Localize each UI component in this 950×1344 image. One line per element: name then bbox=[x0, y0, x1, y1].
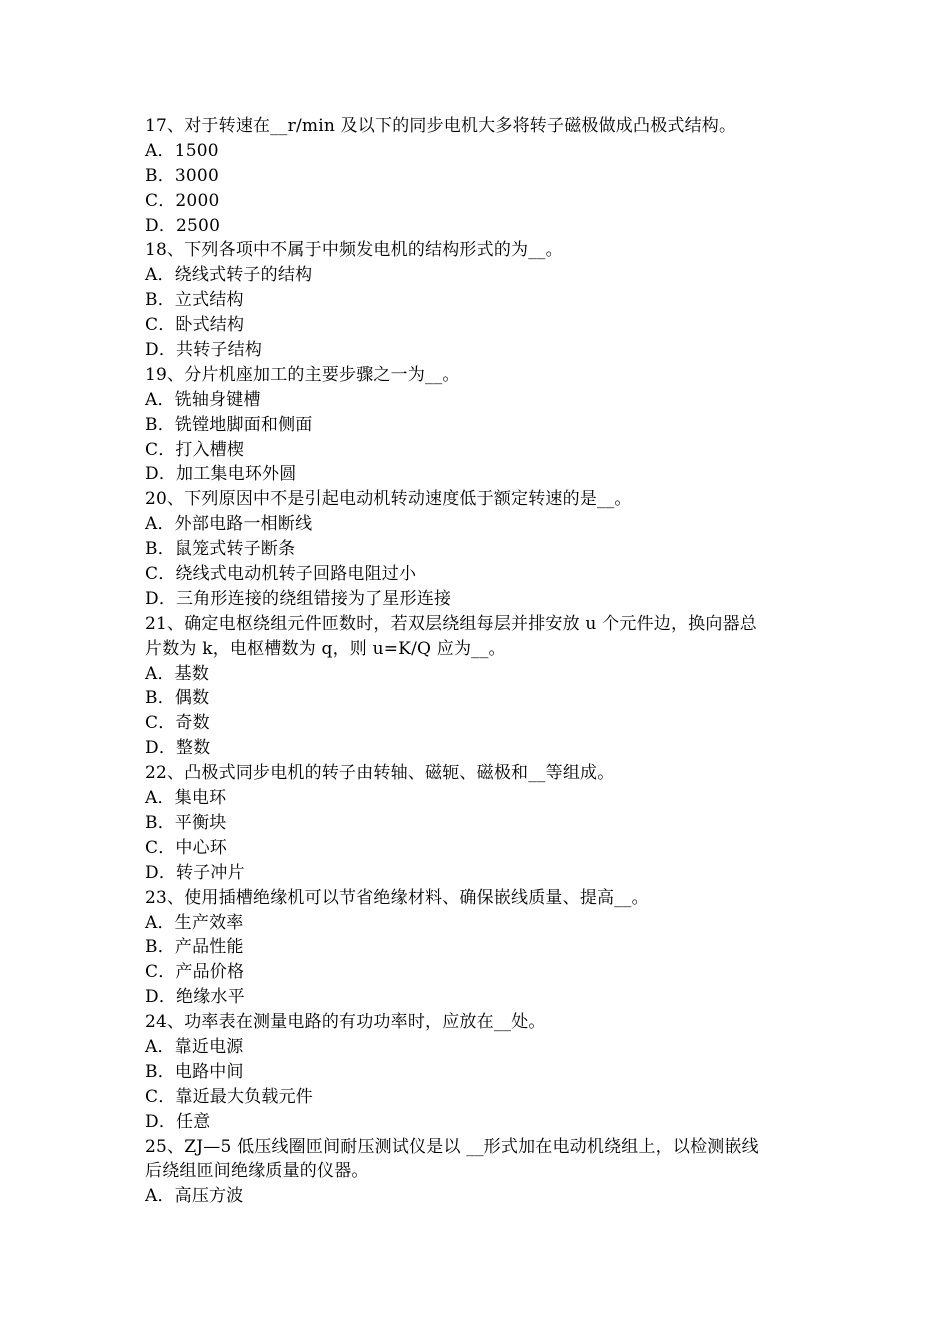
question-23-stem: 23、使用插槽绝缘机可以节省绝缘材料、确保嵌线质量、提高__。 bbox=[145, 887, 649, 908]
question-22-stem: 22、凸极式同步电机的转子由转轴、磁轭、磁极和__等组成。 bbox=[145, 763, 615, 784]
q25-option-a: A．高压方波 bbox=[145, 1186, 244, 1207]
document-page bbox=[145, 114, 820, 1209]
q22-option-a: A．集电环 bbox=[145, 788, 227, 809]
question-24-stem: 24、功率表在测量电路的有功功率时，应放在__处。 bbox=[145, 1012, 546, 1033]
q24-option-a: A．靠近电源 bbox=[145, 1036, 244, 1057]
q24-option-b: B．电路中间 bbox=[145, 1061, 244, 1082]
q19-option-b: B．铣镗地脚面和侧面 bbox=[145, 414, 313, 435]
question-20-stem: 20、下列原因中不是引起电动机转动速度低于额定转速的是__。 bbox=[145, 489, 632, 510]
q17-option-c: C．2000 bbox=[145, 190, 220, 211]
q17-option-a: A．1500 bbox=[145, 140, 219, 161]
q19-option-a: A．铣轴身键槽 bbox=[145, 389, 261, 410]
q21-option-d: D．整数 bbox=[145, 738, 211, 759]
question-25-stem-line-2: 后绕组匝间绝缘质量的仪器。 bbox=[145, 1161, 369, 1182]
q21-option-a: A．基数 bbox=[145, 663, 210, 684]
q20-option-a: A．外部电路一相断线 bbox=[145, 514, 313, 535]
question-21-stem-line-1: 21、确定电枢绕组元件匝数时，若双层绕组每层并排安放 u 个元件边，换向器总 bbox=[145, 613, 757, 634]
question-18-stem: 18、下列各项中不属于中频发电机的结构形式的为__。 bbox=[145, 240, 563, 261]
q21-option-c: C．奇数 bbox=[145, 713, 210, 734]
q22-option-c: C．中心环 bbox=[145, 837, 228, 858]
q19-option-c: C．打入槽楔 bbox=[145, 439, 245, 460]
q18-option-d: D．共转子结构 bbox=[145, 340, 263, 361]
question-19-stem: 19、分片机座加工的主要步骤之一为__。 bbox=[145, 364, 460, 385]
q23-option-a: A．生产效率 bbox=[145, 912, 244, 933]
question-17-stem: 17、对于转速在__r/min 及以下的同步电机大多将转子磁极做成凸极式结构。 bbox=[145, 116, 737, 136]
q18-option-b: B．立式结构 bbox=[145, 290, 244, 311]
q23-option-d: D．绝缘水平 bbox=[145, 987, 245, 1008]
q18-option-c: C．卧式结构 bbox=[145, 315, 245, 336]
q20-option-c: C．绕线式电动机转子回路电阻过小 bbox=[145, 564, 417, 585]
q22-option-d: D．转子冲片 bbox=[145, 862, 245, 883]
q23-option-c: C．产品价格 bbox=[145, 962, 245, 983]
question-25-stem-line-1: 25、ZJ—5 低压线圈匝间耐压测试仪是以 __形式加在电动机绕组上，以检测嵌线 bbox=[145, 1136, 759, 1157]
q18-option-a: A．绕线式转子的结构 bbox=[145, 265, 313, 286]
q23-option-b: B．产品性能 bbox=[145, 937, 244, 958]
q20-option-d: D．三角形连接的绕组错接为了星形连接 bbox=[145, 588, 452, 609]
q20-option-b: B．鼠笼式转子断条 bbox=[145, 539, 296, 560]
question-21-stem-line-2: 片数为 k，电枢槽数为 q，则 u=K/Q 应为__。 bbox=[145, 638, 506, 659]
q19-option-d: D．加工集电环外圆 bbox=[145, 464, 297, 485]
q21-option-b: B．偶数 bbox=[145, 688, 210, 709]
q17-option-b: B．3000 bbox=[145, 165, 219, 186]
q17-option-d: D．2500 bbox=[145, 215, 221, 236]
q24-option-d: D．任意 bbox=[145, 1111, 211, 1132]
q24-option-c: C．靠近最大负载元件 bbox=[145, 1086, 314, 1107]
q22-option-b: B．平衡块 bbox=[145, 812, 227, 833]
